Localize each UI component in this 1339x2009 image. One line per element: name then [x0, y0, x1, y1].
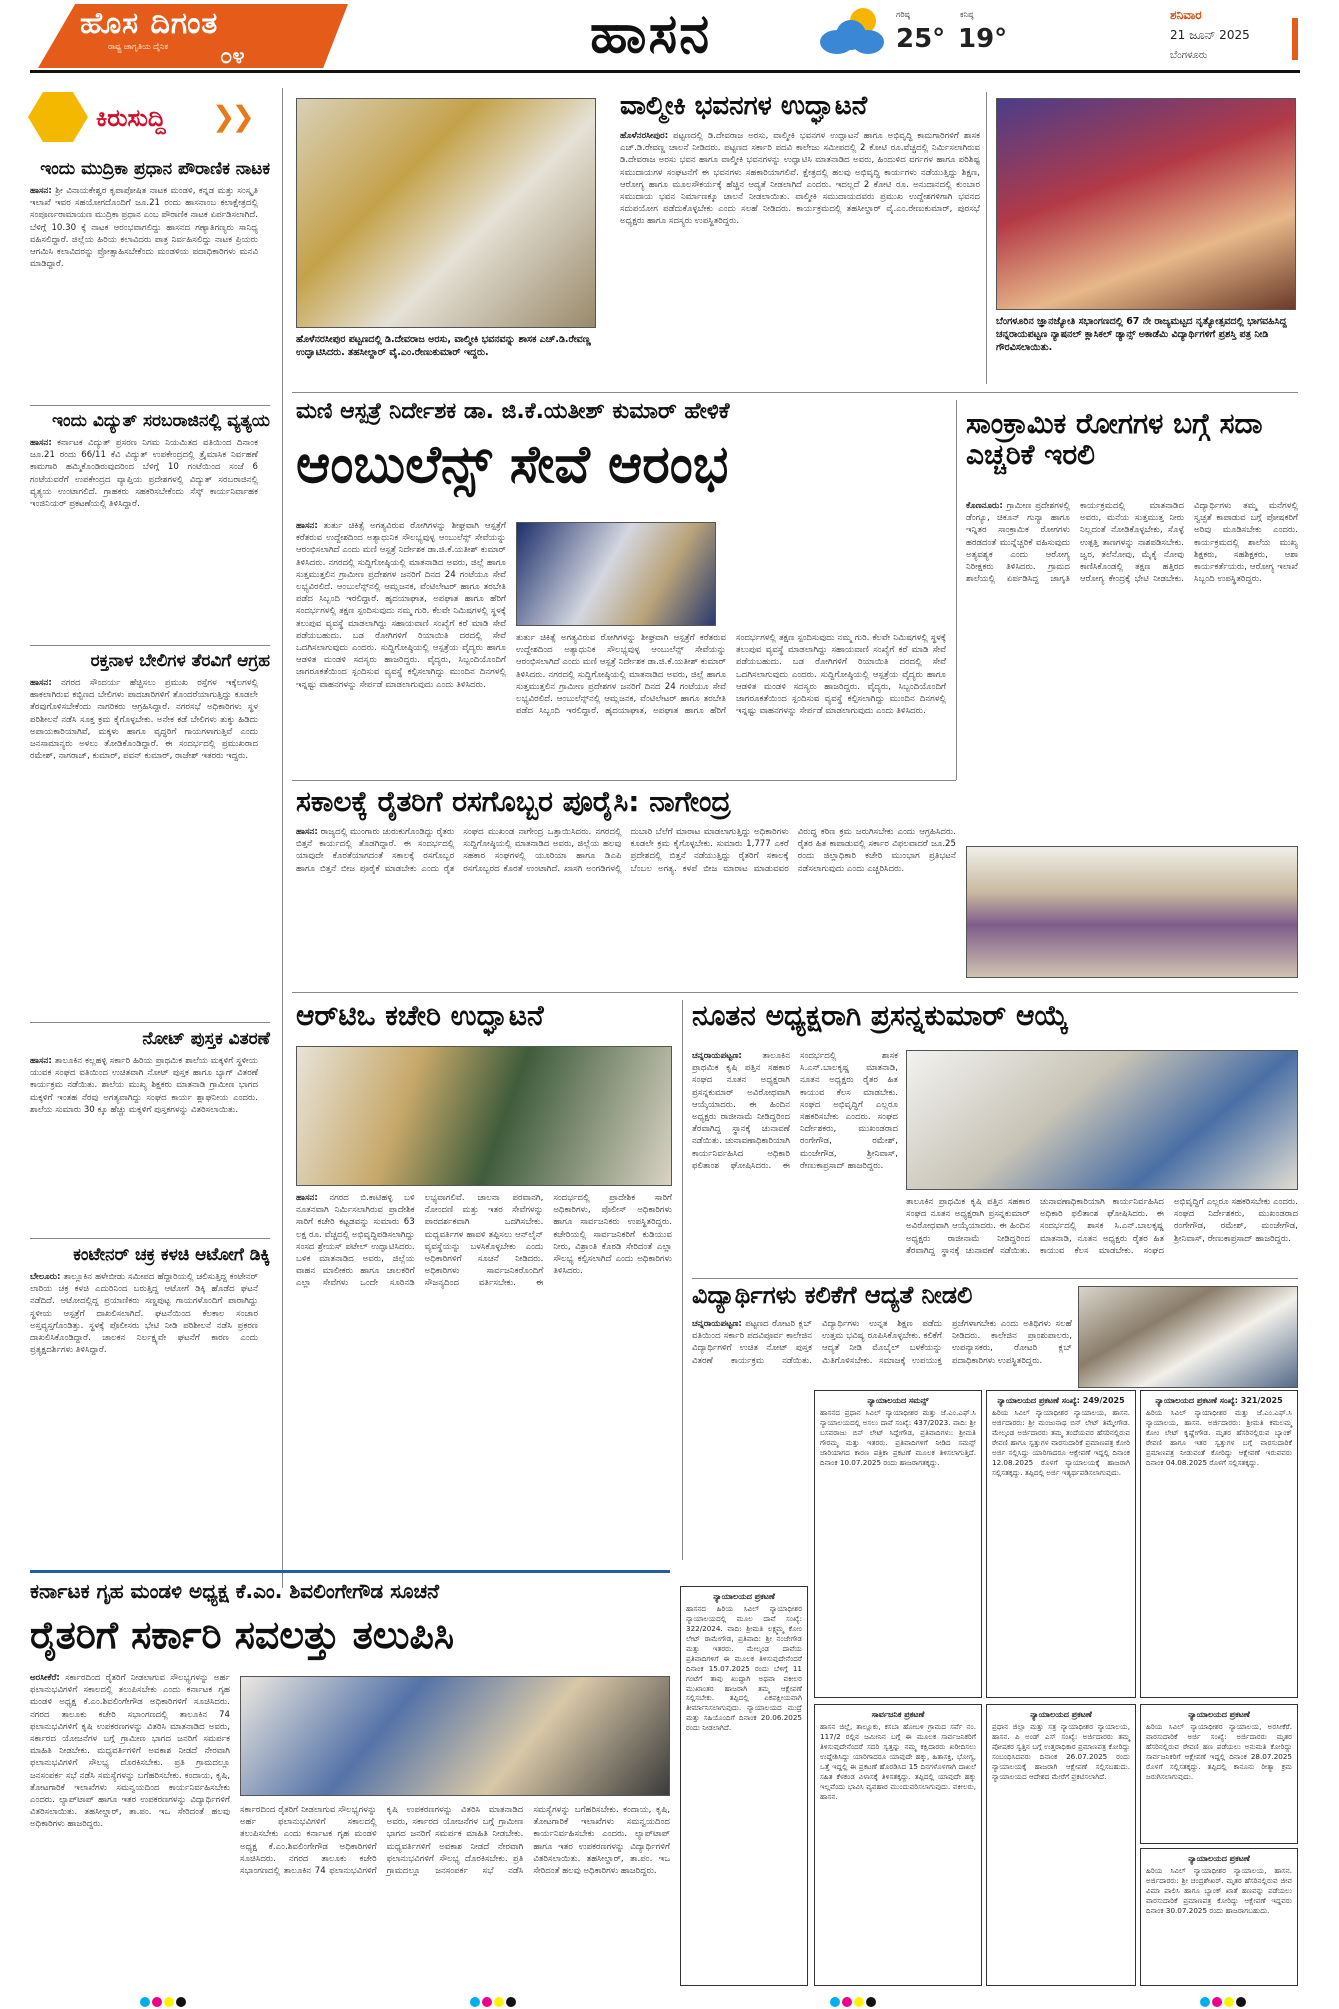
color-dots-icon [140, 1992, 188, 2009]
ambulance-body-right: ತುರ್ತು ಚಿಕಿತ್ಸೆ ಅಗತ್ಯವಿರುವ ರೋಗಿಗಳನ್ನು ಶೀಘ್ರವಾಗಿ ಆಸ್ಪತ್ರೆಗೆ ಕರೆತರುವ ಉದ್ದೇಶದಿಂದ ಅತ್ಯಾಧುನಿಕ ಸೌಲಭ್ಯವುಳ್ಳ ಆಂಬುಲೆನ್ಸ್ ಸೇವೆಯನ್ನು ಆರಂಭಿಸಲಾಗಿದೆ ಎಂದು ಮಣಿ ಆಸ್ಪತ್ರೆ ನಿರ್ದೇಶಕ ಡಾ.ಜಿ.ಕೆ.ಯತೀಶ್ ಕುಮಾರ್ ತಿಳಿಸಿದರು. ನಗರದಲ್ಲಿ ಸುದ್ದಿಗೋಷ್ಠಿಯಲ್ಲಿ ಮಾತನಾಡಿದ ಅವರು, ಜಿಲ್ಲೆ ಹಾಗೂ ಸುತ್ತಮುತ್ತಲಿನ ಗ್ರಾಮೀಣ ಪ್ರದೇಶಗಳ ಜನರಿಗೆ ದಿನದ 24 ಗಂಟೆಯೂ ಸೇವೆ ಲಭ್ಯವಿರಲಿದೆ. ಆಂಬುಲೆನ್ಸ್‌ನಲ್ಲಿ ಆಮ್ಲಜನಕ, ವೆಂಟಿಲೇಟರ್ ಹಾಗೂ ತರಬೇತಿ ಪಡೆದ ಸಿಬ್ಬಂದಿ ಇರಲಿದ್ದಾರೆ. ಹೃದಯಾಘಾತ, ಅಪಘಾತ ಹಾಗೂ ಹೆರಿಗೆ ಸಂದರ್ಭಗಳಲ್ಲಿ ತಕ್ಷಣ ಸ್ಪಂದಿಸುವುದು ನಮ್ಮ ಗುರಿ. ಕೆಲವೇ ನಿಮಿಷಗಳಲ್ಲಿ ಸ್ಥಳಕ್ಕೆ ತಲುಪುವ ವ್ಯವಸ್ಥೆ ಮಾಡಲಾಗಿದ್ದು ಸಹಾಯವಾಣಿ ಸಂಖ್ಯೆಗೆ ಕರೆ ಮಾಡಿ ಸೇವೆ ಪಡೆಯಬಹುದು. ಬಡ ರೋಗಿಗಳಿಗೆ ರಿಯಾಯಿತಿ ದರದಲ್ಲಿ ಸೇವೆ ಒದಗಿಸಲಾಗುವುದು ಎಂದರು. ಸುದ್ದಿಗೋಷ್ಠಿಯಲ್ಲಿ ಆಸ್ಪತ್ರೆಯ ವೈದ್ಯರು ಹಾಗೂ ಆಡಳಿತ ಮಂಡಳಿ ಸದಸ್ಯರು ಹಾಜರಿದ್ದರು. ವೈದ್ಯರು, ಸಿಬ್ಬಂದಿಯೊಂದಿಗೆ ಜಾಗರೂಕತೆಯಿಂದ ಸ್ಪಂದಿಸುವ ವ್ಯವಸ್ಥೆ ಕಲ್ಪಿಸಲಾಗಿದ್ದು ಮುಂದಿನ ದಿನಗಳಲ್ಲಿ ಇನ್ನಷ್ಟು ವಾಹನಗಳನ್ನು ಸೇರ್ಪಡೆ ಮಾಡಲಾಗುವುದು ಎಂದು ತಿಳಿಸಿದರು. [516, 633, 946, 717]
divider [292, 780, 956, 781]
temp-min: 19° [958, 24, 1008, 54]
date-block [1080, 6, 1295, 66]
temp-max-label: ಗರಿಷ್ಠ [896, 10, 910, 19]
ambulance-headline: ಆಂಬುಲೆನ್ಸ್ ಸೇವೆ ಆರಂಭ [296, 435, 729, 495]
masthead-rule [30, 70, 1300, 73]
brief-headline: ಕಂಟೇನರ್ ಚಕ್ರ ಕಳಚಿ ಆಟೋಗೆ ಡಿಕ್ಕಿ [73, 1245, 270, 1265]
section-rule [30, 1570, 670, 1573]
legal-notice: ನ್ಯಾಯಾಲಯದ ಪ್ರಕಟಣೆ ಸಂಖ್ಯೆ: 249/2025 ಹಿರಿಯ ಸಿವಿಲ್ ನ್ಯಾಯಾಧೀಶರ ನ್ಯಾಯಾಲಯ, ಹಾಸನ. ಅರ್ಜಿದಾರರು: ಶ್ರೀ ಮಂಜುನಾಥ ಬಿನ್ ಲೇಟ್ ತಿಮ್ಮೇಗೌಡ. ಮೇಲ್ಕಂಡ ಅರ್ಜಿದಾರರು ತಮ್ಮ ತಂದೆಯವರ ಹೆಸರಿನಲ್ಲಿರುವ ಠೇವಣಿ ಹಾಗೂ ಸ್ವತ್ತುಗಳ ವಾರಸುದಾರಿಕೆ ಪ್ರಮಾಣಪತ್ರ ಕೋರಿ ಅರ್ಜಿ ಸಲ್ಲಿಸಿದ್ದು ಯಾರಿಗಾದರೂ ಆಕ್ಷೇಪಣೆ ಇದ್ದಲ್ಲಿ ದಿನಾಂಕ 12.08.2025 ರೊಳಗೆ ನ್ಯಾಯಾಲಯಕ್ಕೆ ಹಾಜರಾಗಿ ಸಲ್ಲಿಸತಕ್ಕದ್ದು. ತಪ್ಪಿದಲ್ಲಿ ಅರ್ಜಿ ಇತ್ಯರ್ಥಪಡಿಸಲಾಗುವುದು. [986, 1390, 1136, 1698]
legal-notice: ನ್ಯಾಯಾಲಯದ ಸಮನ್ಸ್ ಹಾಸನದ ಪ್ರಧಾನ ಸಿವಿಲ್ ನ್ಯಾಯಾಧೀಶರ ಮತ್ತು ಜೆ.ಎಂ.ಎಫ್.ಸಿ ನ್ಯಾಯಾಲಯದಲ್ಲಿ ಅಸಲು ದಾವೆ ಸಂಖ್ಯೆ: 437/2023. ವಾದಿ: ಶ್ರೀ ಬಸವರಾಜು ಬಿನ್ ಲೇಟ್ ಸಿದ್ದೇಗೌಡ, ಪ್ರತಿವಾದಿಗಳು: ಶ್ರೀಮತಿ ಗೌರಮ್ಮ ಮತ್ತು ಇತರರು. ಪ್ರತಿವಾದಿಗಳಿಗೆ ನೀಡಿದ ಸಮನ್ಸ್ ಜಾರಿಯಾಗದ ಕಾರಣ ಪತ್ರಿಕಾ ಪ್ರಕಟಣೆ ಮೂಲಕ ತಿಳಿಸಲಾಗುತ್ತಿದೆ. ದಿನಾಂಕ 10.07.2025 ರಂದು ಹಾಜರಾಗತಕ್ಕದ್ದು. [814, 1390, 982, 1698]
brief-headline: ಇಂದು ವಿದ್ಯುತ್ ಸರಬರಾಜಿನಲ್ಲಿ ವ್ಯತ್ಯಯ [51, 411, 270, 431]
column-rule [956, 400, 957, 780]
temp-max: 25° [896, 24, 946, 54]
legal-notice: ಸಾರ್ವಜನಿಕ ಪ್ರಕಟಣೆ ಹಾಸನ ಜಿಲ್ಲೆ, ತಾಲ್ಲೂಕು, ಕಸಬಾ ಹೋಬಳಿ ಗ್ರಾಮದ ಸರ್ವೆ ನಂ. 117/2 ರಲ್ಲಿನ ಜಮೀನಿನ ಬಗ್ಗೆ ಈ ಮೂಲಕ ಸಾರ್ವಜನಿಕರಿಗೆ ತಿಳಿಸುವುದೇನೆಂದರೆ ಸದರಿ ಸ್ವತ್ತನ್ನು ನಮ್ಮ ಕಕ್ಷಿದಾರರು ಖರೀದಿಸಲು ಉದ್ದೇಶಿಸಿದ್ದು ಯಾರಿಗಾದರೂ ಯಾವುದೇ ಹಕ್ಕು, ಹಿತಾಸಕ್ತಿ, ಭೋಗ್ಯ, ಒತ್ತೆ ಇದ್ದಲ್ಲಿ ಈ ಪ್ರಕಟಣೆ ಹೊರಡಿಸಿದ 15 ದಿನಗಳೊಳಗಾಗಿ ದಾಖಲೆ ಸಹಿತ ಕೆಳಕಂಡ ವಿಳಾಸಕ್ಕೆ ತಿಳಿಸತಕ್ಕದ್ದು. ತಪ್ಪಿದಲ್ಲಿ ಯಾವುದೇ ಹಕ್ಕು ಇಲ್ಲವೆಂದು ಭಾವಿಸಿ ವ್ಯವಹಾರ ಮುಂದುವರಿಸಲಾಗುವುದು. ವಕೀಲರು, ಹಾಸನ. [814, 1704, 982, 1986]
prasanna-body-left: ಚನ್ನರಾಯಪಟ್ಟಣ: ತಾಲೂಕಿನ ಪ್ರಾಥಮಿಕ ಕೃಷಿ ಪತ್ತಿನ ಸಹಕಾರ ಸಂಘದ ನೂತನ ಅಧ್ಯಕ್ಷರಾಗಿ ಪ್ರಸನ್ನಕುಮಾರ್ ಅವಿರೋಧವಾಗಿ ಆಯ್ಕೆಯಾದರು. ಈ ಹಿಂದಿನ ಅಧ್ಯಕ್ಷರು ರಾಜೀನಾಮೆ ನೀಡಿದ್ದರಿಂದ ತೆರವಾಗಿದ್ದ ಸ್ಥಾನಕ್ಕೆ ಚುನಾವಣೆ ನಡೆಯಿತು. ಚುನಾವಣಾಧಿಕಾರಿಯಾಗಿ ಕಾರ್ಯನಿರ್ವಹಿಸಿದ ಅಧಿಕಾರಿ ಫಲಿತಾಂಶ ಘೋಷಿಸಿದರು. ಈ ಸಂದರ್ಭದಲ್ಲಿ ಶಾಸಕ ಸಿ.ಎನ್.ಬಾಲಕೃಷ್ಣ ಮಾತನಾಡಿ, ನೂತನ ಅಧ್ಯಕ್ಷರು ರೈತರ ಹಿತ ಕಾಯುವ ಕೆಲಸ ಮಾಡಬೇಕು. ಸಂಘದ ಅಭಿವೃದ್ಧಿಗೆ ಎಲ್ಲರೂ ಸಹಕರಿಸಬೇಕು ಎಂದರು. ಸಂಘದ ನಿರ್ದೇಶಕರು, ಮುಖಂಡರಾದ ರಂಗೇಗೌಡ, ರಮೇಶ್, ಮಂಜೇಗೌಡ, ಶ್ರೀನಿವಾಸ್, ರೇಣುಕಾಪ್ರಸಾದ್ ಹಾಜರಿದ್ದರು. [692, 1051, 898, 1171]
housing-photo [240, 1676, 670, 1796]
dance-photo [996, 98, 1296, 310]
brief-body: ಹಾಸನ: ಕರ್ನಾಟಕ ವಿದ್ಯುತ್ ಪ್ರಸರಣ ನಿಗಮ ನಿಯಮಿತದ ವತಿಯಿಂದ ದಿನಾಂಕ ಜೂ.21 ರಂದು 66/11 ಕೆವಿ ವಿದ್ಯುತ್ ಉಪಕೇಂದ್ರದಲ್ಲಿ ತ್ರೈಮಾಸಿಕ ನಿರ್ವಹಣೆ ಕಾಮಗಾರಿ ಹಮ್ಮಿಕೊಂಡಿರುವುದರಿಂದ ಬೆಳಿಗ್ಗೆ 10 ಗಂಟೆಯಿಂದ ಸಂಜೆ 6 ಗಂಟೆಯವರೆಗೆ ಉಪಕೇಂದ್ರದ ವ್ಯಾಪ್ತಿಯ ಪ್ರದೇಶಗಳಲ್ಲಿ ವಿದ್ಯುತ್ ಸರಬರಾಜಿನಲ್ಲಿ ವ್ಯತ್ಯಯ ಉಂಟಾಗಲಿದೆ. ಗ್ರಾಹಕರು ಸಹಕರಿಸಬೇಕೆಂದು ಸೆಸ್ಕ್ ಕಾರ್ಯನಿರ್ವಾಹಕ ಇಂಜಿನಿಯರ್ ಪ್ರಕಟಣೆಯಲ್ಲಿ ತಿಳಿಸಿದ್ದಾರೆ. [30, 438, 258, 510]
divider [692, 1278, 1298, 1279]
edition-label: ಬೆಂಗಳೂರು [1170, 50, 1208, 61]
brief-1 [30, 160, 270, 400]
legal-notice: ನ್ಯಾಯಾಲಯದ ಪ್ರಕಟಣೆ ಹಿರಿಯ ಸಿವಿಲ್ ನ್ಯಾಯಾಧೀಶರ ನ್ಯಾಯಾಲಯ, ಅರಸೀಕೆರೆ. ವಾರಸುದಾರಿಕೆ ಅರ್ಜಿ ಸಂಖ್ಯೆ: ಅರ್ಜಿದಾರರು ಮೃತರ ಹೆಸರಿನಲ್ಲಿರುವ ಠೇವಣಿ ಹಣ ಪಡೆಯಲು ಅನುಮತಿ ಕೋರಿದ್ದು ಸಾರ್ವಜನಿಕರಿಗೆ ಆಕ್ಷೇಪಣೆ ಇದ್ದಲ್ಲಿ ದಿನಾಂಕ 28.07.2025 ರೊಳಗೆ ಸಲ್ಲಿಸತಕ್ಕದ್ದು. ತಪ್ಪಿದಲ್ಲಿ ಕಾನೂನು ರೀತ್ಯಾ ಕ್ರಮ ಜರುಗಿಸಲಾಗುವುದು. [1140, 1704, 1298, 1844]
column-rule [986, 92, 987, 384]
brief-body: ಹಾಸನ: ನಗರದ ಸೌಂದರ್ಯ ಹೆಚ್ಚಿಸಲು ಪ್ರಮುಖ ರಸ್ತೆಗಳ ಇಕ್ಕೆಲಗಳಲ್ಲಿ ಹಾಕಲಾಗಿರುವ ಕಬ್ಬಿಣದ ಬೇಲಿಗಳು ಪಾದಚಾರಿಗಳಿಗೆ ತೊಂದರೆಯಾಗುತ್ತಿದ್ದು ಕೂಡಲೇ ತೆರವುಗೊಳಿಸಬೇಕೆಂದು ನಾಗರಿಕರು ಆಗ್ರಹಿಸಿದ್ದಾರೆ. ನಗರಸಭೆ ಅಧಿಕಾರಿಗಳು ಸ್ಥಳ ಪರಿಶೀಲನೆ ನಡೆಸಿ ಸೂಕ್ತ ಕ್ರಮ ಕೈಗೊಳ್ಳಬೇಕು. ಅನೇಕ ಕಡೆ ಬೇಲಿಗಳು ತುಕ್ಕು ಹಿಡಿದು ಅಪಾಯಕಾರಿಯಾಗಿವೆ, ಮಕ್ಕಳು ಹಾಗೂ ವೃದ್ಧರಿಗೆ ಗಾಯಗಳಾಗುತ್ತಿವೆ ಎಂದು ಜನಸಾಮಾನ್ಯರು ಅಳಲು ತೋಡಿಕೊಂಡಿದ್ದಾರೆ. ಈ ಸಂದರ್ಭದಲ್ಲಿ ಪ್ರಮುಖರಾದ ರಮೇಶ್, ನಾಗರಾಜ್, ಕುಮಾರ್, ಪವನ್ ಕುಮಾರ್, ರಾಜೇಶ್ ಇತರರು ಇದ್ದರು. [30, 678, 258, 762]
page-number: ೦೪ [220, 44, 245, 69]
brief-body: ಬೇಲೂರು: ತಾಲ್ಲೂಕಿನ ಹಳೇಬೀಡು ಸಮೀಪದ ಹೆದ್ದಾರಿಯಲ್ಲಿ ಚಲಿಸುತ್ತಿದ್ದ ಕಂಟೇನರ್ ಲಾರಿಯ ಚಕ್ರ ಕಳಚಿ ಎದುರಿನಿಂದ ಬರುತ್ತಿದ್ದ ಆಟೋಗೆ ಡಿಕ್ಕಿ ಹೊಡೆದ ಘಟನೆ ನಡೆದಿದೆ. ಆಟೋದಲ್ಲಿದ್ದ ಪ್ರಯಾಣಿಕರು ಸಣ್ಣಪುಟ್ಟ ಗಾಯಗಳೊಂದಿಗೆ ಪಾರಾಗಿದ್ದು ಸ್ಥಳೀಯ ಆಸ್ಪತ್ರೆಗೆ ದಾಖಲಿಸಲಾಗಿದೆ. ಘಟನೆಯಿಂದ ಕೆಲಕಾಲ ಸಂಚಾರ ಅಸ್ತವ್ಯಸ್ತಗೊಂಡಿತ್ತು. ಸ್ಥಳಕ್ಕೆ ಪೊಲೀಸರು ಭೇಟಿ ನೀಡಿ ಪರಿಶೀಲನೆ ನಡೆಸಿ ಪ್ರಕರಣ ದಾಖಲಿಸಿಕೊಂಡಿದ್ದಾರೆ. ಚಾಲಕನ ನಿರ್ಲಕ್ಷ್ಯವೇ ಘಟನೆಗೆ ಕಾರಣ ಎಂದು ಪ್ರತ್ಯಕ್ಷದರ್ಶಿಗಳು ತಿಳಿಸಿದ್ದಾರೆ. [30, 1272, 258, 1356]
legal-notice: ನ್ಯಾಯಾಲಯದ ಪ್ರಕಟಣೆ ಹಾಸನದ ಹಿರಿಯ ಸಿವಿಲ್ ನ್ಯಾಯಾಧೀಶರ ನ್ಯಾಯಾಲಯದಲ್ಲಿ ಮೂಲ ದಾವೆ ಸಂಖ್ಯೆ: 322/2024. ವಾದಿ: ಶ್ರೀಮತಿ ಲಕ್ಷ್ಮಮ್ಮ ಕೋಂ ಲೇಟ್ ರಾಮೇಗೌಡ, ಪ್ರತಿವಾದಿ: ಶ್ರೀ ನಂಜೇಗೌಡ ಮತ್ತು ಇತರರು. ಮೇಲ್ಕಂಡ ದಾವೆಯ ಪ್ರತಿವಾದಿಗಳಿಗೆ ಈ ಮೂಲಕ ತಿಳಿಸುವುದೇನೆಂದರೆ ದಿನಾಂಕ 15.07.2025 ರಂದು ಬೆಳಿಗ್ಗೆ 11 ಗಂಟೆಗೆ ತಾವು ಖುದ್ದಾಗಿ ಅಥವಾ ವಕೀಲರ ಮುಖಾಂತರ ಹಾಜರಾಗಿ ತಮ್ಮ ಆಕ್ಷೇಪಣೆ ಸಲ್ಲಿಸಬೇಕು. ತಪ್ಪಿದಲ್ಲಿ ಏಕಪಕ್ಷೀಯವಾಗಿ ತೀರ್ಮಾನಿಸಲಾಗುವುದು. ನ್ಯಾಯಾಲಯದ ಮುದ್ರೆ ಮತ್ತು ಸಹಿಯೊಂದಿಗೆ ದಿನಾಂಕ 20.06.2025 ರಂದು ನೀಡಲಾಗಿದೆ. [680, 1586, 808, 1986]
brief-headline: ನೋಟ್ ಪುಸ್ತಕ ವಿತರಣೆ [142, 1029, 270, 1049]
fertilizer-headline: ಸಕಾಲಕ್ಕೆ ರೈತರಿಗೆ ರಸಗೊಬ್ಬರ ಪೂರೈಸಿ: ನಾಗೇಂದ್ರ [296, 785, 731, 818]
rto-body: ಹಾಸನ: ನಗರದ ಬಿ.ಕಾಟಿಹಳ್ಳಿ ಬಳಿ ನೂತನವಾಗಿ ನಿರ್ಮಿಸಲಾಗಿರುವ ಪ್ರಾದೇಶಿಕ ಸಾರಿಗೆ ಕಚೇರಿ ಕಟ್ಟಡವನ್ನು ಸುಮಾರು 63 ಲಕ್ಷ ರೂ. ವೆಚ್ಚದಲ್ಲಿ ಅಭಿವೃದ್ಧಿಪಡಿಸಲಾಗಿದ್ದು ಸಂಸದ ಶ್ರೇಯಸ್ ಪಟೇಲ್ ಉದ್ಘಾಟಿಸಿದರು. ಬಳಿಕ ಮಾತನಾಡಿದ ಅವರು, ಜಿಲ್ಲೆಯ ವಾಹನ ಮಾಲೀಕರು ಹಾಗೂ ಚಾಲಕರಿಗೆ ಎಲ್ಲಾ ಸೇವೆಗಳು ಒಂದೇ ಸೂರಿನಡಿ ಲಭ್ಯವಾಗಲಿವೆ. ಚಾಲನಾ ಪರವಾನಗಿ, ನೋಂದಣಿ ಮತ್ತು ಇತರ ಸೇವೆಗಳನ್ನು ಪಾರದರ್ಶಕವಾಗಿ ಒದಗಿಸಬೇಕು. ಮಧ್ಯವರ್ತಿಗಳ ಹಾವಳಿ ತಪ್ಪಿಸಲು ಆನ್‌ಲೈನ್ ವ್ಯವಸ್ಥೆಯನ್ನು ಬಳಸಿಕೊಳ್ಳಬೇಕು ಎಂದು ಅಧಿಕಾರಿಗಳಿಗೆ ಸೂಚನೆ ನೀಡಿದರು. ಅಧಿಕಾರಿಗಳು ಸಾರ್ವಜನಿಕರೊಂದಿಗೆ ಸೌಜನ್ಯದಿಂದ ವರ್ತಿಸಬೇಕು. ಈ ಸಂದರ್ಭದಲ್ಲಿ ಪ್ರಾದೇಶಿಕ ಸಾರಿಗೆ ಅಧಿಕಾರಿಗಳು, ಪೊಲೀಸ್ ಅಧಿಕಾರಿಗಳು ಹಾಗೂ ಸಾರ್ವಜನಿಕರು ಉಪಸ್ಥಿತರಿದ್ದರು. ಕಚೇರಿಯಲ್ಲಿ ಸಾರ್ವಜನಿಕರಿಗೆ ಕುಡಿಯುವ ನೀರು, ವಿಶ್ರಾಂತಿ ಕೊಠಡಿ ಸೇರಿದಂತೆ ಎಲ್ಲಾ ಸೌಲಭ್ಯ ಕಲ್ಪಿಸಲಾಗಿದೆ ಎಂದು ಅಧಿಕಾರಿಗಳು ತಿಳಿಸಿದರು. [296, 1193, 672, 1289]
valmiki-photo-caption: ಹೊಳೆನರಸೀಪುರ ಪಟ್ಟಣದಲ್ಲಿ ಡಿ.ದೇವರಾಜ ಅರಸು, ವಾಲ್ಮೀಕಿ ಭವನವನ್ನು ಶಾಸಕ ಎಚ್.ಡಿ.ರೇವಣ್ಣ ಉದ್ಘಾಟಿಸಿದರು. ತಹಸೀಲ್ದಾರ್ ವೈ.ಎಂ.ರೇಣುಕುಮಾರ್ ಇದ್ದರು. [296, 334, 591, 358]
infectious-headline: ಸಾಂಕ್ರಾಮಿಕ ರೋಗಗಳ ಬಗ್ಗೆ ಸದಾ ಎಚ್ಚರಿಕೆ ಇರಲಿ [966, 407, 1263, 472]
prasanna-photo [906, 1050, 1298, 1190]
housing-kicker: ಕರ್ನಾಟಕ ಗೃಹ ಮಂಡಳಿ ಅಧ್ಯಕ್ಷ ಕೆ.ಎಂ. ಶಿವಲಿಂಗೇಗೌಡ ಸೂಚನೆ [30, 1579, 440, 1603]
color-dots-icon [1200, 1992, 1248, 2009]
housing-body-left: ಅರಸೀಕೆರೆ: ಸರ್ಕಾರದಿಂದ ರೈತರಿಗೆ ನೀಡಲಾಗುವ ಸೌಲಭ್ಯಗಳನ್ನು ಅರ್ಹ ಫಲಾನುಭವಿಗಳಿಗೆ ಸಕಾಲದಲ್ಲಿ ತಲುಪಿಸಬೇಕು ಎಂದು ಕರ್ನಾಟಕ ಗೃಹ ಮಂಡಳಿ ಅಧ್ಯಕ್ಷ ಕೆ.ಎಂ.ಶಿವಲಿಂಗೇಗೌಡ ಅಧಿಕಾರಿಗಳಿಗೆ ಸೂಚಿಸಿದರು. ನಗರದ ತಾಲೂಕು ಕಚೇರಿ ಸಭಾಂಗಣದಲ್ಲಿ ತಾಲೂಕಿನ 74 ಫಲಾನುಭವಿಗಳಿಗೆ ಕೃಷಿ ಉಪಕರಣಗಳನ್ನು ವಿತರಿಸಿ ಮಾತನಾಡಿದ ಅವರು, ಸರ್ಕಾರದ ಯೋಜನೆಗಳ ಬಗ್ಗೆ ಗ್ರಾಮೀಣ ಭಾಗದ ಜನರಿಗೆ ಸಮರ್ಪಕ ಮಾಹಿತಿ ನೀಡಬೇಕು. ಮಧ್ಯವರ್ತಿಗಳಿಗೆ ಅವಕಾಶ ನೀಡದೆ ನೇರವಾಗಿ ಫಲಾನುಭವಿಗಳಿಗೆ ಸೌಲಭ್ಯ ದೊರಕಿಸಬೇಕು. ಪ್ರತಿ ಗ್ರಾಮದಲ್ಲೂ ಜನಸಂಪರ್ಕ ಸಭೆ ನಡೆಸಿ ಸಮಸ್ಯೆಗಳನ್ನು ಬಗೆಹರಿಸಬೇಕು. ಕಂದಾಯ, ಕೃಷಿ, ತೋಟಗಾರಿಕೆ ಇಲಾಖೆಗಳು ಸಮನ್ವಯದಿಂದ ಕಾರ್ಯನಿರ್ವಹಿಸಬೇಕು ಎಂದರು. ಲ್ಯಾಪ್‌ಟಾಪ್ ಹಾಗೂ ಇತರ ಉಪಕರಣಗಳನ್ನು ವಿದ್ಯಾರ್ಥಿಗಳಿಗೆ ವಿತರಿಸಲಾಯಿತು. ತಹಸೀಲ್ದಾರ್, ತಾ.ಪಂ. ಇಒ ಸೇರಿದಂತೆ ಹಲವು ಅಧಿಕಾರಿಗಳು ಹಾಜರಿದ್ದರು. [30, 1673, 230, 1830]
edge-marker [1292, 18, 1298, 60]
column-rule [282, 88, 283, 1588]
brief-3 [30, 652, 270, 977]
students-photo [1078, 1286, 1298, 1388]
brief-5 [30, 1246, 270, 1539]
dance-photo-caption: ಬೆಂಗಳೂರಿನ ಜ್ಞಾನಜ್ಯೋತಿ ಸಭಾಂಗಣದಲ್ಲಿ 67 ನೇ ರಾಜ್ಯಮಟ್ಟದ ನೃತ್ಯೋತ್ಸವದಲ್ಲಿ ಭಾಗವಹಿಸಿದ್ದ ಚನ್ನರಾಯಪಟ್ಟಣ ನ್ಯಾಷನಲ್ ಕ್ಲಾಸಿಕಲ್ ಡ್ಯಾನ್ಸ್ ಅಕಾಡೆಮಿ ವಿದ್ಯಾರ್ಥಿಗಳಿಗೆ ಪ್ರಶಸ್ತಿ ಪತ್ರ ನೀಡಿ ಗೌರವಿಸಲಾಯಿತು. [996, 316, 1287, 353]
masthead [0, 0, 1339, 75]
chevron-arrows-icon: ❯❯ [212, 100, 251, 133]
fertilizer-photo [966, 846, 1298, 978]
prasanna-headline: ನೂತನ ಅಧ್ಯಕ್ಷರಾಗಿ ಪ್ರಸನ್ನಕುಮಾರ್ ಆಯ್ಕೆ [692, 999, 1069, 1032]
housing-headline: ರೈತರಿಗೆ ಸರ್ಕಾರಿ ಸವಲತ್ತು ತಲುಪಿಸಿ [30, 1613, 455, 1657]
legal-notice: ನ್ಯಾಯಾಲಯದ ಪ್ರಕಟಣೆ ಹಿರಿಯ ಸಿವಿಲ್ ನ್ಯಾಯಾಧೀಶರ ನ್ಯಾಯಾಲಯ, ಹಾಸನ. ಅರ್ಜಿದಾರರು: ಶ್ರೀ ಚಂದ್ರಶೇಖರ್. ಮೃತರ ಹೆಸರಿನಲ್ಲಿರುವ ಜೀವ ವಿಮಾ ಪಾಲಿಸಿ ಹಾಗೂ ಬ್ಯಾಂಕ್ ಖಾತೆ ಹಣವನ್ನು ಪಡೆಯಲು ವಾರಸುದಾರಿಕೆ ಪ್ರಮಾಣಪತ್ರ ಕೋರಿದ್ದು ಆಕ್ಷೇಪಣೆ ಇದ್ದವರು ದಿನಾಂಕ 30.07.2025 ರಂದು ಹಾಜರಾಗಬಹುದು. [1140, 1848, 1298, 1986]
cloud-icon [820, 14, 884, 54]
rto-photo [296, 1046, 672, 1186]
brief-headline: ರಕ್ತನಾಳ ಬೇಲಿಗಳ ತೆರವಿಗೆ ಆಗ್ರಹ [90, 651, 270, 671]
prasanna-body-right: ತಾಲೂಕಿನ ಪ್ರಾಥಮಿಕ ಕೃಷಿ ಪತ್ತಿನ ಸಹಕಾರ ಸಂಘದ ನೂತನ ಅಧ್ಯಕ್ಷರಾಗಿ ಪ್ರಸನ್ನಕುಮಾರ್ ಅವಿರೋಧವಾಗಿ ಆಯ್ಕೆಯಾದರು. ಈ ಹಿಂದಿನ ಅಧ್ಯಕ್ಷರು ರಾಜೀನಾಮೆ ನೀಡಿದ್ದರಿಂದ ತೆರವಾಗಿದ್ದ ಸ್ಥಾನಕ್ಕೆ ಚುನಾವಣೆ ನಡೆಯಿತು. ಚುನಾವಣಾಧಿಕಾರಿಯಾಗಿ ಕಾರ್ಯನಿರ್ವಹಿಸಿದ ಅಧಿಕಾರಿ ಫಲಿತಾಂಶ ಘೋಷಿಸಿದರು. ಈ ಸಂದರ್ಭದಲ್ಲಿ ಶಾಸಕ ಸಿ.ಎನ್.ಬಾಲಕೃಷ್ಣ ಮಾತನಾಡಿ, ನೂತನ ಅಧ್ಯಕ್ಷರು ರೈತರ ಹಿತ ಕಾಯುವ ಕೆಲಸ ಮಾಡಬೇಕು. ಸಂಘದ ಅಭಿವೃದ್ಧಿಗೆ ಎಲ್ಲರೂ ಸಹಕರಿಸಬೇಕು ಎಂದರು. ಸಂಘದ ನಿರ್ದೇಶಕರು, ಮುಖಂಡರಾದ ರಂಗೇಗೌಡ, ರಮೇಶ್, ಮಂಜೇಗೌಡ, ಶ್ರೀನಿವಾಸ್, ರೇಣುಕಾಪ್ರಸಾದ್ ಹಾಜರಿದ್ದರು. [906, 1197, 1298, 1256]
valmiki-body: ಹೊಳೆನರಸೀಪುರ: ಪಟ್ಟಣದಲ್ಲಿ ಡಿ.ದೇವರಾಜ ಅರಸು, ವಾಲ್ಮೀಕಿ ಭವನಗಳ ಉದ್ಘಾಟನೆ ಹಾಗೂ ಅಭಿವೃದ್ಧಿ ಕಾಮಗಾರಿಗಳಿಗೆ ಶಾಸಕ ಎಚ್.ಡಿ.ರೇವಣ್ಣ ಚಾಲನೆ ನೀಡಿದರು. ಪಟ್ಟಣದ ಸರ್ಕಾರಿ ಪದವಿ ಕಾಲೇಜು ಸಮೀಪದಲ್ಲಿ 2 ಕೋಟಿ ರೂ.ವೆಚ್ಚದಲ್ಲಿ ನಿರ್ಮಿಸಲಾಗಿರುವ ಡಿ.ದೇವರಾಜ ಅರಸು ಭವನ ಹಾಗೂ ವಾಲ್ಮೀಕಿ ಭವನಗಳನ್ನು ಉದ್ಘಾಟಿಸಿ ಮಾತನಾಡಿದ ಅವರು, ಹಿಂದುಳಿದ ವರ್ಗಗಳ ಹಾಗೂ ಪರಿಶಿಷ್ಟ ಸಮುದಾಯಗಳ ಸಂಘಟನೆಗೆ ಈ ಭವನಗಳು ಸಹಕಾರಿಯಾಗಲಿವೆ. ಕ್ಷೇತ್ರದಲ್ಲಿ ಹಲವು ಅಭಿವೃದ್ಧಿ ಕಾರ್ಯಗಳು ನಡೆಯುತ್ತಿದ್ದು ಶಿಕ್ಷಣ, ಆರೋಗ್ಯ ಹಾಗೂ ಮೂಲಸೌಕರ್ಯಕ್ಕೆ ಹೆಚ್ಚಿನ ಆದ್ಯತೆ ನೀಡಲಾಗಿದೆ ಎಂದರು. ಇದಲ್ಲದೆ 2 ಕೋಟಿ ರೂ. ಅನುದಾನದಲ್ಲಿ ಕುಂಬಾರ ಸಮುದಾಯ ಭವನ ನಿರ್ಮಾಣಕ್ಕೂ ಚಾಲನೆ ನೀಡಲಾಯಿತು. ವಾಲ್ಮೀಕಿ ಸಮುದಾಯದವರು ಪ್ರಮುಖ ಉದ್ದೇಶಗಳಿಗಾಗಿ ಭವನದ ಸದುಪಯೋಗ ಪಡೆದುಕೊಳ್ಳಬೇಕು ಎಂದು ಸಲಹೆ ನೀಡಿದರು. ಕಾರ್ಯಕ್ರಮದಲ್ಲಿ ತಹಸೀಲ್ದಾರ್ ವೈ.ಎಂ.ರೇಣುಕುಮಾರ್, ಪುರಸಭೆ ಅಧ್ಯಕ್ಷರು ಹಾಗೂ ಸದಸ್ಯರು ಉಪಸ್ಥಿತರಿದ್ದರು. [620, 131, 980, 227]
column-rule [682, 1000, 683, 1560]
ambulance-kicker: ಮಣಿ ಆಸ್ಪತ್ರೆ ನಿರ್ದೇಶಕ ಡಾ. ಜಿ.ಕೆ.ಯತೀಶ್ ಕುಮಾರ್ ಹೇಳಿಕೆ [296, 399, 730, 424]
divider [30, 645, 270, 646]
valmiki-headline: ವಾಲ್ಮೀಕಿ ಭವನಗಳ ಉದ್ಘಾಟನೆ [620, 91, 868, 121]
brief-body: ಹಾಸನ: ತಾಲೂಕಿನ ಕಲ್ಲಹಳ್ಳಿ ಸರ್ಕಾರಿ ಹಿರಿಯ ಪ್ರಾಥಮಿಕ ಶಾಲೆಯ ಮಕ್ಕಳಿಗೆ ಸ್ಥಳೀಯ ಯುವಕ ಸಂಘದ ವತಿಯಿಂದ ಉಚಿತವಾಗಿ ನೋಟ್ ಪುಸ್ತಕ ಹಾಗೂ ಬ್ಯಾಗ್ ವಿತರಣೆ ಕಾರ್ಯಕ್ರಮ ನಡೆಯಿತು. ಶಾಲೆಯ ಮುಖ್ಯ ಶಿಕ್ಷಕರು ಮಾತನಾಡಿ ಗ್ರಾಮೀಣ ಭಾಗದ ಮಕ್ಕಳಿಗೆ ಇಂತಹ ನೆರವು ಅಗತ್ಯವಾಗಿದ್ದು ಸಂಘದ ಕಾರ್ಯ ಶ್ಲಾಘನೀಯ ಎಂದರು. ಶಾಲೆಯ ಸುಮಾರು 30 ಕ್ಕೂ ಹೆಚ್ಚು ಮಕ್ಕಳಿಗೆ ಪುಸ್ತಕಗಳನ್ನು ವಿತರಿಸಲಾಯಿತು. [30, 1056, 258, 1115]
brief-2 [30, 412, 270, 622]
registration-marks [0, 1992, 1339, 2006]
students-body: ಚನ್ನರಾಯಪಟ್ಟಣ: ಪಟ್ಟಣದ ರೋಟರಿ ಕ್ಲಬ್ ವತಿಯಿಂದ ಸರ್ಕಾರಿ ಪದವಿಪೂರ್ವ ಕಾಲೇಜಿನ ವಿದ್ಯಾರ್ಥಿಗಳಿಗೆ ಉಚಿತ ನೋಟ್ ಪುಸ್ತಕ ವಿತರಣೆ ಕಾರ್ಯಕ್ರಮ ನಡೆಯಿತು. ವಿದ್ಯಾರ್ಥಿಗಳು ಉನ್ನತ ಶಿಕ್ಷಣ ಪಡೆದು ಉತ್ತಮ ಭವಿಷ್ಯ ರೂಪಿಸಿಕೊಳ್ಳಬೇಕು. ಕಲಿಕೆಗೆ ಆದ್ಯತೆ ನೀಡಿ ಮೊಬೈಲ್ ಬಳಕೆಯನ್ನು ಮಿತಿಗೊಳಿಸಬೇಕು. ಸಮಾಜಕ್ಕೆ ಉಪಯುಕ್ತ ಪ್ರಜೆಗಳಾಗಬೇಕು ಎಂದು ಅತಿಥಿಗಳು ಸಲಹೆ ನೀಡಿದರು. ಕಾಲೇಜಿನ ಪ್ರಾಂಶುಪಾಲರು, ಉಪನ್ಯಾಸಕರು, ರೋಟರಿ ಕ್ಲಬ್ ಪದಾಧಿಕಾರಿಗಳು ಉಪಸ್ಥಿತರಿದ್ದರು. [692, 1319, 1072, 1366]
day-label: ಶನಿವಾರ [1170, 8, 1202, 22]
students-headline: ವಿದ್ಯಾರ್ಥಿಗಳು ಕಲಿಕೆಗೆ ಆದ್ಯತೆ ನೀಡಲಿ [692, 1281, 973, 1309]
rto-headline: ಆರ್‌ಟಿಒ ಕಚೇರಿ ಉದ್ಘಾಟನೆ [296, 999, 544, 1032]
brief-body: ಹಾಸನ: ಶ್ರೀ ವಿನಾಯಕೇಶ್ವರ ಕೃಪಾಪೋಷಿತ ನಾಟಕ ಮಂಡಳಿ, ಕನ್ನಡ ಮತ್ತು ಸಂಸ್ಕೃತಿ ಇಲಾಖೆ ಇವರ ಸಹಯೋಗದೊಂದಿಗೆ ಜೂ.21 ರಂದು ಹಾಸನಾಂಬ ಕಲಾಕ್ಷೇತ್ರದಲ್ಲಿ ಸಂಪೂರ್ಣರಾಮಾಯಣ ಮುದ್ರಿಕಾ ಪ್ರಧಾನ ಎಂಬ ಪೌರಾಣಿಕ ನಾಟಕ ಏರ್ಪಡಿಸಲಾಗಿದೆ. ಬೆಳಿಗ್ಗೆ 10.30 ಕ್ಕೆ ನಾಟಕ ಆರಂಭವಾಗಲಿದ್ದು ಹಾಸನದ ಗಣ್ಯಾತಿಗಣ್ಯರು ಸಾನಿಧ್ಯ ವಹಿಸಲಿದ್ದಾರೆ. ಜಿಲ್ಲೆಯ ಹಿರಿಯ ಕಲಾವಿದರು ಪಾತ್ರ ನಿರ್ವಹಿಸಲಿದ್ದು ನಾಟಕ ಪ್ರಿಯರು ಆಗಮಿಸಿ ಕಲಾವಿದರನ್ನು ಪ್ರೋತ್ಸಾಹಿಸಬೇಕೆಂದು ಮಂಡಳಿಯ ಪದಾಧಿಕಾರಿಗಳು ಮನವಿ ಮಾಡಿದ್ದಾರೆ. [30, 186, 258, 270]
color-dots-icon [470, 1992, 518, 2009]
brief-headline: ಇಂದು ಮುದ್ರಿಕಾ ಪ್ರಧಾನ ಪೌರಾಣಿಕ ನಾಟಕ [40, 159, 270, 179]
housing-body-right: ಸರ್ಕಾರದಿಂದ ರೈತರಿಗೆ ನೀಡಲಾಗುವ ಸೌಲಭ್ಯಗಳನ್ನು ಅರ್ಹ ಫಲಾನುಭವಿಗಳಿಗೆ ಸಕಾಲದಲ್ಲಿ ತಲುಪಿಸಬೇಕು ಎಂದು ಕರ್ನಾಟಕ ಗೃಹ ಮಂಡಳಿ ಅಧ್ಯಕ್ಷ ಕೆ.ಎಂ.ಶಿವಲಿಂಗೇಗೌಡ ಅಧಿಕಾರಿಗಳಿಗೆ ಸೂಚಿಸಿದರು. ನಗರದ ತಾಲೂಕು ಕಚೇರಿ ಸಭಾಂಗಣದಲ್ಲಿ ತಾಲೂಕಿನ 74 ಫಲಾನುಭವಿಗಳಿಗೆ ಕೃಷಿ ಉಪಕರಣಗಳನ್ನು ವಿತರಿಸಿ ಮಾತನಾಡಿದ ಅವರು, ಸರ್ಕಾರದ ಯೋಜನೆಗಳ ಬಗ್ಗೆ ಗ್ರಾಮೀಣ ಭಾಗದ ಜನರಿಗೆ ಸಮರ್ಪಕ ಮಾಹಿತಿ ನೀಡಬೇಕು. ಮಧ್ಯವರ್ತಿಗಳಿಗೆ ಅವಕಾಶ ನೀಡದೆ ನೇರವಾಗಿ ಫಲಾನುಭವಿಗಳಿಗೆ ಸೌಲಭ್ಯ ದೊರಕಿಸಬೇಕು. ಪ್ರತಿ ಗ್ರಾಮದಲ್ಲೂ ಜನಸಂಪರ್ಕ ಸಭೆ ನಡೆಸಿ ಸಮಸ್ಯೆಗಳನ್ನು ಬಗೆಹರಿಸಬೇಕು. ಕಂದಾಯ, ಕೃಷಿ, ತೋಟಗಾರಿಕೆ ಇಲಾಖೆಗಳು ಸಮನ್ವಯದಿಂದ ಕಾರ್ಯನಿರ್ವಹಿಸಬೇಕು ಎಂದರು. ಲ್ಯಾಪ್‌ಟಾಪ್ ಹಾಗೂ ಇತರ ಉಪಕರಣಗಳನ್ನು ವಿದ್ಯಾರ್ಥಿಗಳಿಗೆ ವಿತರಿಸಲಾಯಿತು. ತಹಸೀಲ್ದಾರ್, ತಾ.ಪಂ. ಇಒ ಸೇರಿದಂತೆ ಹಲವು ಅಧಿಕಾರಿಗಳು ಹಾಜರಿದ್ದರು. [240, 1805, 670, 1877]
ambulance-photo [516, 522, 716, 626]
paper-name: ಹೊಸ ದಿಗಂತ [80, 6, 219, 41]
temp-min-label: ಕನಿಷ್ಠ [960, 10, 974, 19]
divider [30, 1238, 270, 1239]
city-title: ಹಾಸನ [590, 2, 712, 65]
divider [292, 392, 1298, 393]
legal-notice: ನ್ಯಾಯಾಲಯದ ಪ್ರಕಟಣೆ ಪ್ರಧಾನ ಜಿಲ್ಲಾ ಮತ್ತು ಸತ್ರ ನ್ಯಾಯಾಧೀಶರ ನ್ಯಾಯಾಲಯ, ಹಾಸನ. ಪಿ ಅಂಡ್ ಎಸ್ ಸಂಖ್ಯೆ: ಅರ್ಜಿದಾರರು ತಮ್ಮ ಪೋಷಕರ ಸ್ವತ್ತಿನ ಬಗ್ಗೆ ಉತ್ತರಾಧಿಕಾರ ಪ್ರಮಾಣಪತ್ರ ಕೋರಿದ್ದು ಸಂಬಂಧಿಸಿದವರು ದಿನಾಂಕ 26.07.2025 ರಂದು ನ್ಯಾಯಾಲಯಕ್ಕೆ ಹಾಜರಾಗಿ ಆಕ್ಷೇಪಣೆ ಸಲ್ಲಿಸಬಹುದು. ನ್ಯಾಯಾಲಯದ ಆದೇಶದ ಮೇರೆಗೆ ಪ್ರಕಟಿಸಲಾಗಿದೆ. [986, 1704, 1136, 1986]
date-label: 21 ಜೂನ್ 2025 [1170, 28, 1250, 42]
divider [30, 405, 270, 406]
fertilizer-body: ಹಾಸನ: ರಾಜ್ಯದಲ್ಲಿ ಮುಂಗಾರು ಚುರುಕುಗೊಂಡಿದ್ದು ರೈತರು ಬಿತ್ತನೆ ಕಾರ್ಯದಲ್ಲಿ ತೊಡಗಿದ್ದಾರೆ. ಈ ಸಂದರ್ಭದಲ್ಲಿ ಯಾವುದೇ ಕೊರತೆಯಾಗದಂತೆ ಸಕಾಲಕ್ಕೆ ರಸಗೊಬ್ಬರ ಹಾಗೂ ಬಿತ್ತನೆ ಬೀಜ ಪೂರೈಕೆ ಮಾಡಬೇಕು ಎಂದು ರೈತ ಸಂಘದ ಮುಖಂಡ ನಾಗೇಂದ್ರ ಒತ್ತಾಯಿಸಿದರು. ನಗರದಲ್ಲಿ ಸುದ್ದಿಗೋಷ್ಠಿಯಲ್ಲಿ ಮಾತನಾಡಿದ ಅವರು, ಜಿಲ್ಲೆಯ ಹಲವು ಸಹಕಾರ ಸಂಘಗಳಲ್ಲಿ ಯೂರಿಯಾ ಹಾಗೂ ಡಿಎಪಿ ರಸಗೊಬ್ಬರದ ಕೊರತೆ ಉಂಟಾಗಿದೆ. ಖಾಸಗಿ ಅಂಗಡಿಗಳಲ್ಲಿ ದುಬಾರಿ ಬೆಲೆಗೆ ಮಾರಾಟ ಮಾಡಲಾಗುತ್ತಿದ್ದು ಅಧಿಕಾರಿಗಳು ಕೂಡಲೇ ಕ್ರಮ ಕೈಗೊಳ್ಳಬೇಕು. ಸುಮಾರು 1,777 ಎಕರೆ ಪ್ರದೇಶದಲ್ಲಿ ಬಿತ್ತನೆ ನಡೆಯುತ್ತಿದ್ದು ರೈತರಿಗೆ ಸಕಾಲಕ್ಕೆ ಬೆಂಬಲ ಅಗತ್ಯ. ಕಳಪೆ ಬೀಜ ಮಾರಾಟ ಮಾಡುವವರ ವಿರುದ್ಧ ಕಠಿಣ ಕ್ರಮ ಜರುಗಿಸಬೇಕು ಎಂದು ಆಗ್ರಹಿಸಿದರು. ರೈತರ ಹಿತ ಕಾಪಾಡುವಲ್ಲಿ ಸರ್ಕಾರ ವಿಫಲವಾದರೆ ಜೂ.25 ರಂದು ಜಿಲ್ಲಾಧಿಕಾರಿ ಕಚೇರಿ ಮುಂಭಾಗ ಪ್ರತಿಭಟನೆ ನಡೆಸಲಾಗುವುದು ಎಂದು ಎಚ್ಚರಿಸಿದರು. [296, 827, 956, 874]
valmiki-photo [296, 98, 596, 328]
color-dots-icon [830, 1992, 878, 2009]
divider [292, 992, 1298, 993]
weather-box [820, 6, 1020, 66]
paper-tagline: ರಾಷ್ಟ್ರ ಜಾಗೃತಿಯ ದೈನಿಕ [108, 42, 169, 51]
brief-4 [30, 1030, 270, 1230]
ambulance-body-left: ಹಾಸನ: ತುರ್ತು ಚಿಕಿತ್ಸೆ ಅಗತ್ಯವಿರುವ ರೋಗಿಗಳನ್ನು ಶೀಘ್ರವಾಗಿ ಆಸ್ಪತ್ರೆಗೆ ಕರೆತರುವ ಉದ್ದೇಶದಿಂದ ಅತ್ಯಾಧುನಿಕ ಸೌಲಭ್ಯವುಳ್ಳ ಆಂಬುಲೆನ್ಸ್ ಸೇವೆಯನ್ನು ಆರಂಭಿಸಲಾಗಿದೆ ಎಂದು ಮಣಿ ಆಸ್ಪತ್ರೆ ನಿರ್ದೇಶಕ ಡಾ.ಜಿ.ಕೆ.ಯತೀಶ್ ಕುಮಾರ್ ತಿಳಿಸಿದರು. ನಗರದಲ್ಲಿ ಸುದ್ದಿಗೋಷ್ಠಿಯಲ್ಲಿ ಮಾತನಾಡಿದ ಅವರು, ಜಿಲ್ಲೆ ಹಾಗೂ ಸುತ್ತಮುತ್ತಲಿನ ಗ್ರಾಮೀಣ ಪ್ರದೇಶಗಳ ಜನರಿಗೆ ದಿನದ 24 ಗಂಟೆಯೂ ಸೇವೆ ಲಭ್ಯವಿರಲಿದೆ. ಆಂಬುಲೆನ್ಸ್‌ನಲ್ಲಿ ಆಮ್ಲಜನಕ, ವೆಂಟಿಲೇಟರ್ ಹಾಗೂ ತರಬೇತಿ ಪಡೆದ ಸಿಬ್ಬಂದಿ ಇರಲಿದ್ದಾರೆ. ಹೃದಯಾಘಾತ, ಅಪಘಾತ ಹಾಗೂ ಹೆರಿಗೆ ಸಂದರ್ಭಗಳಲ್ಲಿ ತಕ್ಷಣ ಸ್ಪಂದಿಸುವುದು ನಮ್ಮ ಗುರಿ. ಕೆಲವೇ ನಿಮಿಷಗಳಲ್ಲಿ ಸ್ಥಳಕ್ಕೆ ತಲುಪುವ ವ್ಯವಸ್ಥೆ ಮಾಡಲಾಗಿದ್ದು ಸಹಾಯವಾಣಿ ಸಂಖ್ಯೆಗೆ ಕರೆ ಮಾಡಿ ಸೇವೆ ಪಡೆಯಬಹುದು. ಬಡ ರೋಗಿಗಳಿಗೆ ರಿಯಾಯಿತಿ ದರದಲ್ಲಿ ಸೇವೆ ಒದಗಿಸಲಾಗುವುದು ಎಂದರು. ಸುದ್ದಿಗೋಷ್ಠಿಯಲ್ಲಿ ಆಸ್ಪತ್ರೆಯ ವೈದ್ಯರು ಹಾಗೂ ಆಡಳಿತ ಮಂಡಳಿ ಸದಸ್ಯರು ಹಾಜರಿದ್ದರು. ವೈದ್ಯರು, ಸಿಬ್ಬಂದಿಯೊಂದಿಗೆ ಜಾಗರೂಕತೆಯಿಂದ ಸ್ಪಂದಿಸುವ ವ್ಯವಸ್ಥೆ ಕಲ್ಪಿಸಲಾಗಿದ್ದು ಮುಂದಿನ ದಿನಗಳಲ್ಲಿ ಇನ್ನಷ್ಟು ವಾಹನಗಳನ್ನು ಸೇರ್ಪಡೆ ಮಾಡಲಾಗುವುದು ಎಂದು ತಿಳಿಸಿದರು. [296, 521, 506, 690]
legal-notice: ನ್ಯಾಯಾಲಯದ ಪ್ರಕಟಣೆ ಸಂಖ್ಯೆ: 321/2025 ಹಿರಿಯ ಸಿವಿಲ್ ನ್ಯಾಯಾಧೀಶರ ಮತ್ತು ಜೆ.ಎಂ.ಎಫ್.ಸಿ ನ್ಯಾಯಾಲಯ, ಹಾಸನ. ಅರ್ಜಿದಾರರು: ಶ್ರೀಮತಿ ಕಮಲಮ್ಮ ಕೋಂ ಲೇಟ್ ಕೃಷ್ಣೇಗೌಡ. ಮೃತರ ಹೆಸರಿನಲ್ಲಿರುವ ಬ್ಯಾಂಕ್ ಠೇವಣಿ ಹಾಗೂ ಇತರ ಸ್ವತ್ತುಗಳ ಬಗ್ಗೆ ವಾರಸುದಾರಿಕೆ ಪ್ರಮಾಣಪತ್ರ ನೀಡುವಂತೆ ಕೋರಿದ್ದು ಆಕ್ಷೇಪಣೆ ಇರುವವರು ದಿನಾಂಕ 04.08.2025 ರೊಳಗೆ ಸಲ್ಲಿಸತಕ್ಕದ್ದು. [1140, 1390, 1298, 1698]
kiru-hand-icon [28, 92, 88, 142]
infectious-body: ಕೊಣನೂರು: ಗ್ರಾಮೀಣ ಪ್ರದೇಶಗಳಲ್ಲಿ ಡೆಂಗ್ಯೂ, ಚಿಕೂನ್ ಗುನ್ಯಾ ಹಾಗೂ ಇನ್ನಿತರ ಸಾಂಕ್ರಾಮಿಕ ರೋಗಗಳು ಹರಡದಂತೆ ಮುನ್ನೆಚ್ಚರಿಕೆ ವಹಿಸುವುದು ಅತ್ಯವಶ್ಯಕ ಎಂದು ಆರೋಗ್ಯ ನಿರೀಕ್ಷಕರು ತಿಳಿಸಿದರು. ಗ್ರಾಮದ ಶಾಲೆಯಲ್ಲಿ ಏರ್ಪಡಿಸಿದ್ದ ಜಾಗೃತಿ ಕಾರ್ಯಕ್ರಮದಲ್ಲಿ ಮಾತನಾಡಿದ ಅವರು, ಮನೆಯ ಸುತ್ತಮುತ್ತ ನೀರು ನಿಲ್ಲದಂತೆ ನೋಡಿಕೊಳ್ಳಬೇಕು, ಸೊಳ್ಳೆ ಉತ್ಪತ್ತಿ ತಾಣಗಳನ್ನು ನಾಶಪಡಿಸಬೇಕು. ಜ್ವರ, ತಲೆನೋವು, ಮೈಕೈ ನೋವು ಕಾಣಿಸಿಕೊಂಡಲ್ಲಿ ತಕ್ಷಣ ಹತ್ತಿರದ ಆರೋಗ್ಯ ಕೇಂದ್ರಕ್ಕೆ ಭೇಟಿ ನೀಡಬೇಕು. ವಿದ್ಯಾರ್ಥಿಗಳು ತಮ್ಮ ಮನೆಗಳಲ್ಲಿ ಸ್ವಚ್ಛತೆ ಕಾಪಾಡುವ ಬಗ್ಗೆ ಪೋಷಕರಿಗೆ ಅರಿವು ಮೂಡಿಸಬೇಕು ಎಂದರು. ಕಾರ್ಯಕ್ರಮದಲ್ಲಿ ಶಾಲೆಯ ಮುಖ್ಯ ಶಿಕ್ಷಕರು, ಸಹಶಿಕ್ಷಕರು, ಆಶಾ ಕಾರ್ಯಕರ್ತೆಯರು, ಆರೋಗ್ಯ ಇಲಾಖೆ ಸಿಬ್ಬಂದಿ ಉಪಸ್ಥಿತರಿದ್ದರು. [966, 501, 1298, 585]
section-title: ಕಿರುಸುದ್ದಿ [96, 104, 166, 132]
divider [30, 1022, 270, 1023]
